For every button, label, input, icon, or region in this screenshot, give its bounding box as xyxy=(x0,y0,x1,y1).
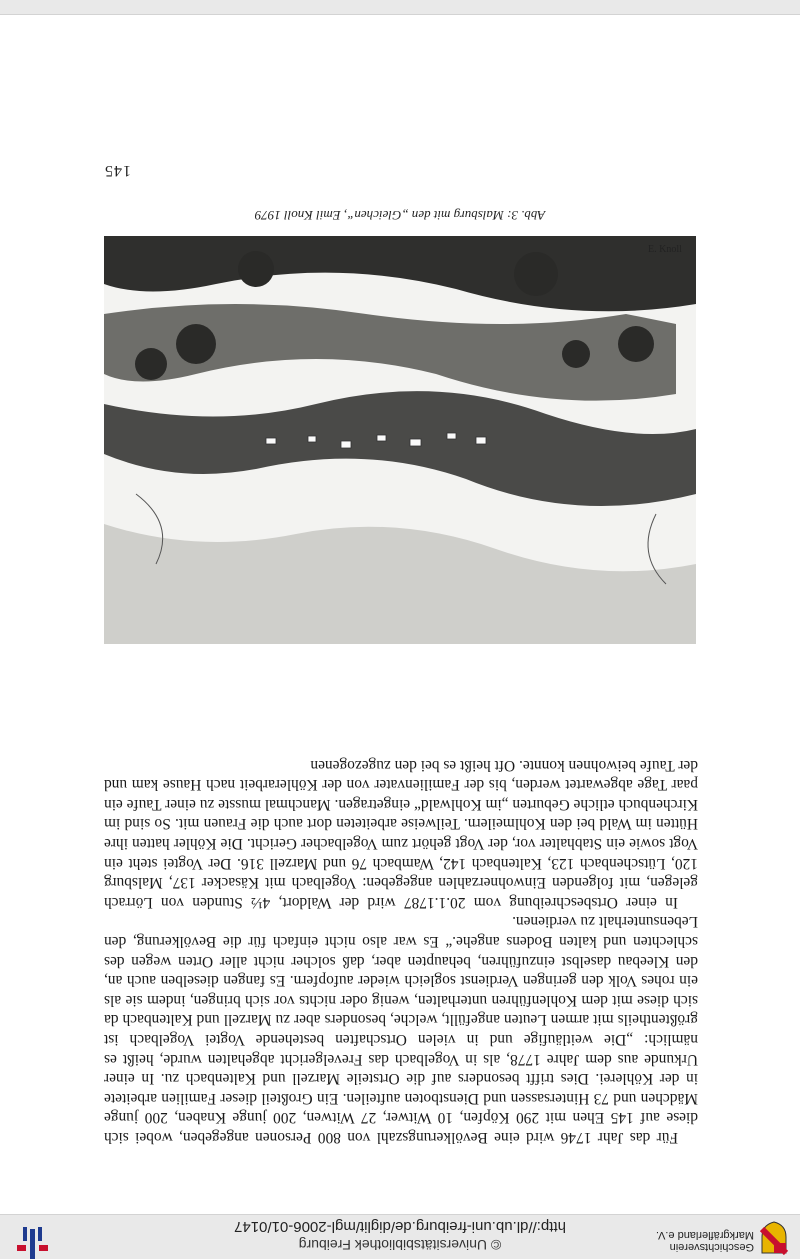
paragraph-1: Für das Jahr 1746 wird eine Bevölkerungszahl von 800 Personen angegeben, wobei sich diese auf 145 Ehen mit 290 Köpfen, 10 Witwer, 27 Witwen, 200 junge Knaben, 200 junge Mädchen und 73 Hintersassen und Dienstboten aufteilen. Ein Großteil dieser Familien arbeitete in der Köhlerei. Dies trifft besonders auf die Ortsteile Marzell und Kaltenbach zu. In einer Urkunde aus dem Jahre 1778, als in Vogelbach das Frevelgericht abgehalten wurde, heißt es nämlich: „Die weitläufige und in vielen Ortschaften bestehende Vogtei Vogelbach ist größtentheils mit armen Leuten angefüllt, welche, besonders aber zu Marzell und Kaltenbach da sich diese mit dem Kohlenführen unterhalten, wenig oder nichts vor sich bringen, indem sie als ein rohes Volk den geringen Verdienst sogleich wieder aufopfern. Es fangen dieselben auch an, den Kleebau daselbst einzuführen, behaupten aber, daß solcher nicht aller Orten wegen des schlechten und kalten Bodens angehe.“ Es war also nicht einfach für die Bevölkerung, den Lebensunterhalt zu verdienen. xyxy=(104,913,698,1146)
page-number: 145 xyxy=(104,162,131,179)
footer-bar xyxy=(0,0,800,15)
header-bar xyxy=(0,1214,800,1259)
paragraph-2: In einer Ortsbeschreibung vom 20.1.1787 wird der Waldort, 4½ Stunden von Lörrach gelegen, mit folgenden Einwohnerzahlen angegeben: Vogelbach mit Käsacker 137, Malsburg 120, Lütschenbach 123, Kaltenbach 142, Wambach 76 und Marzell 316. Der Vogtei steht ein Vogt sowie ein Stabhalter vor, der Vogt gehört zum Vogelbacher Gericht. Die Köhler hatten ihre Hütten im Wald bei den Kohlmeilern. Teilweise arbeiteten dort auch die Frauen mit. So sind im Kirchenbuch etliche Geburten „im Kohlwald“ eingetragen. Manchmal musste zu einer Taufe ein paar Tage abgewartet werden, bis der Familienvater von der Köhlerarbeit nach Hause kam und der Taufe beiwohnen konnte. Oft heißt es bei den zugezogenen xyxy=(104,756,698,911)
society-line-1: Geschichtsverein xyxy=(669,1241,754,1253)
document-url[interactable]: http://dl.ub.uni-freiburg.de/diglit/mgl-2006-01/0147 xyxy=(234,1218,566,1235)
illustration-malsburg-etching xyxy=(104,236,696,644)
body-text xyxy=(104,755,698,1147)
figure-caption: Abb. 3: Malsburg mit den „Gleichen“, Emil Knoll 1979 xyxy=(254,208,546,223)
library-logo-icon xyxy=(14,1215,50,1259)
artist-signature: E. Knoll xyxy=(648,244,682,255)
library-copyright: © Universitätsbibliothek Freiburg xyxy=(298,1237,502,1253)
society-line-2: Markgräflerland e.V. xyxy=(655,1229,754,1241)
